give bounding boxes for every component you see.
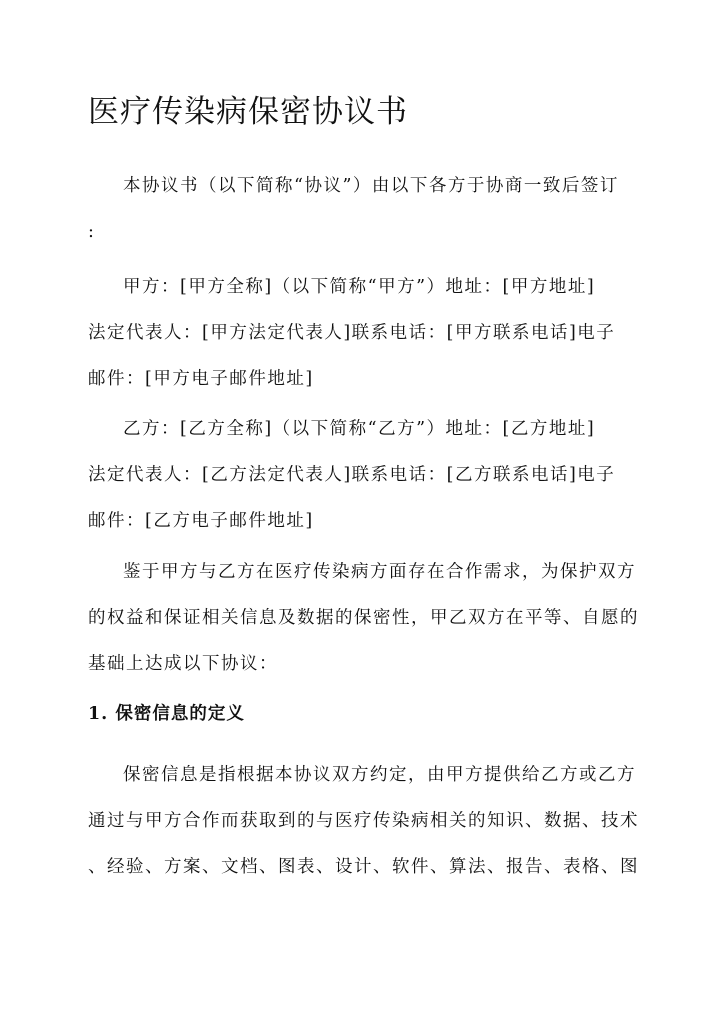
whereas-line-3: 基础上达成以下协议： [88, 654, 278, 674]
section-1-line-3: 、经验、方案、文档、图表、设计、软件、算法、报告、表格、图 [88, 857, 639, 877]
section-1-paragraph [88, 752, 648, 890]
section-1-line-1: 保密信息是指根据本协议双方约定，由甲方提供给乙方或乙方 [123, 765, 636, 785]
party-b-line-3: 邮件：[乙方电子邮件地址] [88, 511, 314, 531]
section-1-line-2: 通过与甲方合作而获取到的与医疗传染病相关的知识、数据、技术 [88, 811, 639, 831]
party-a-paragraph [88, 264, 648, 402]
party-a-line-3: 邮件：[甲方电子邮件地址] [88, 369, 314, 389]
whereas-paragraph [88, 549, 648, 687]
intro-line-2: : [88, 222, 96, 242]
party-b-paragraph [88, 406, 648, 544]
party-a-line-1: 甲方：[甲方全称]（以下简称“甲方”）地址：[甲方地址] [123, 277, 596, 297]
party-b-line-2: 法定代表人：[乙方法定代表人]联系电话：[乙方联系电话]电子 [88, 465, 616, 485]
party-a-line-2: 法定代表人：[甲方法定代表人]联系电话：[甲方联系电话]电子 [88, 323, 616, 343]
section-1-heading: 1. 保密信息的定义 [88, 704, 245, 724]
intro-line-1: 本协议书（以下简称“协议”）由以下各方于协商一致后签订 [123, 176, 619, 196]
whereas-line-1: 鉴于甲方与乙方在医疗传染病方面存在合作需求，为保护双方 [123, 562, 636, 582]
intro-paragraph [88, 163, 648, 255]
party-b-line-1: 乙方：[乙方全称]（以下简称“乙方”）地址：[乙方地址] [123, 419, 596, 439]
document-title: 医疗传染病保密协议书 [88, 94, 408, 130]
whereas-line-2: 的权益和保证相关信息及数据的保密性，甲乙双方在平等、自愿的 [88, 608, 639, 628]
